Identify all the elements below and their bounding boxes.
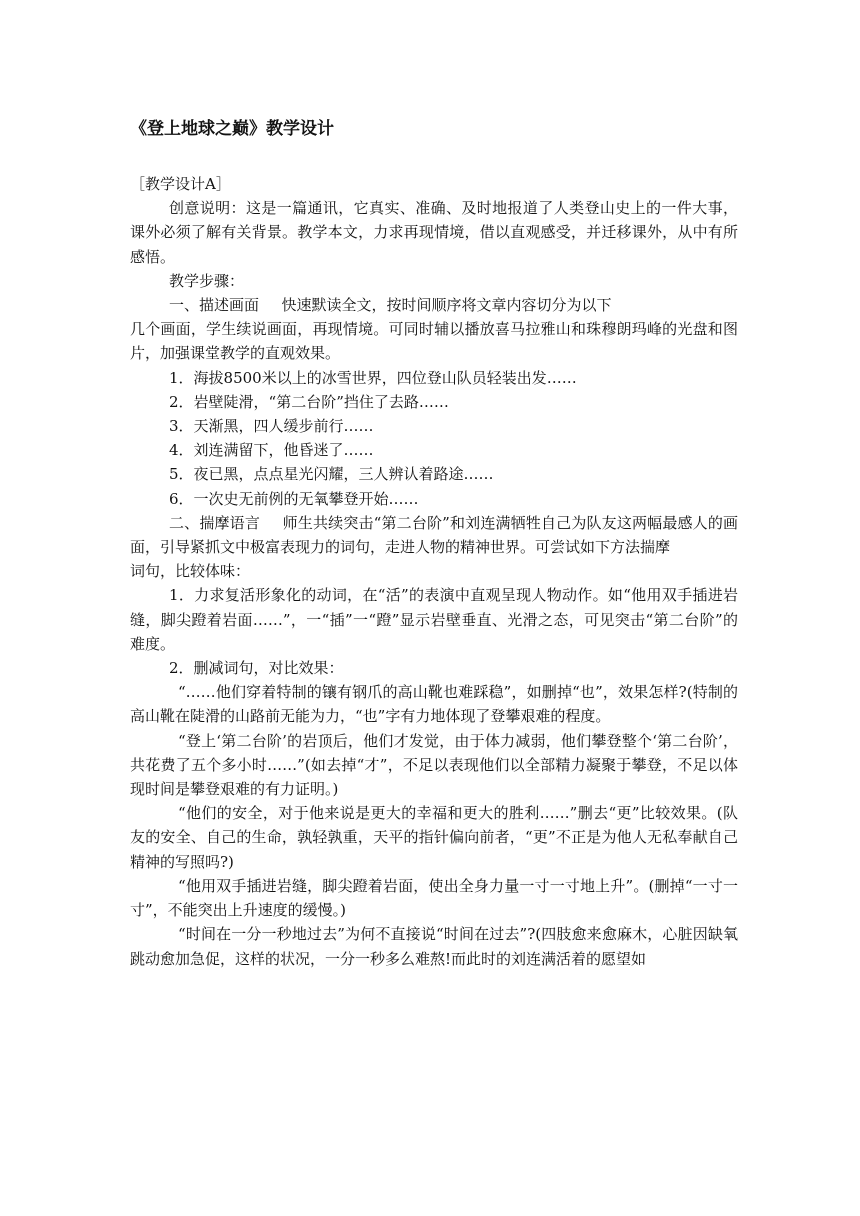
part1-heading: 一、描述画面 — [169, 296, 260, 315]
part2-text-a: 师生共续突击“第二台阶”和刘连满牺牲自己为队友这两幅最感人的画面，引导紧抓文中极富表现力的词句，走进人物的精神世界。可尝试如下方法揣摩 — [130, 513, 738, 557]
part1-item: 1．海拔8500米以上的冰雪世界，四位登山队员轻装出发…… — [169, 368, 577, 387]
document-body — [130, 172, 738, 971]
part1-text-b: 几个画面，学生续说画面，再现情境。可同时辅以播放喜马拉雅山和珠穆朗玛峰的光盘和图片，加强课堂教学的直观效果。 — [130, 320, 738, 363]
example-paragraph: “登上‘第二台阶’的岩顶后，他们才发觉，由于体力减弱，他们攀登整个‘第二台阶’，共花费了五个多小时……”(如去掉“才”，不足以表现他们以全部精力凝聚于攀登，不足以体现时间是攀登艰难的有力证明。) — [130, 731, 738, 799]
part2-intro — [130, 511, 738, 559]
example-paragraph: “他们的安全，对于他来说是更大的幸福和更大的胜利……”删去“更”比较效果。(队友的安全、自己的生命，孰轻孰重，天平的指针偏向前者，“更”不正是为他人无私奉献自己精神的写照吗?) — [130, 804, 738, 871]
part1-intro — [130, 293, 738, 317]
example-paragraph: “……他们穿着特制的镶有钢爪的高山靴也难踩稳”，如删掉“也”，效果怎样?(特制的高山靴在陡滑的山路前无能为力，“也”字有力地体现了登攀艰难的程度。 — [130, 683, 738, 726]
part1-text-a: 快速默读全文，按时间顺序将文章内容切分为以下 — [281, 296, 612, 315]
part1-item: 4．刘连满留下，他昏迷了…… — [169, 441, 374, 460]
method-1: 1．力求复活形象化的动词，在“活”的表演中直观呈现人物动作。如“他用双手插进岩缝，脚尖蹬着岩面……”，一“插”一“蹬”显示岩壁垂直、光滑之态，可见突击“第二台阶”的难度。 — [130, 586, 738, 653]
part1-item: 5．夜已黑，点点星光闪耀，三人辨认着路途…… — [169, 465, 494, 484]
part1-item: 6．一次史无前例的无氧攀登开始…… — [169, 489, 419, 508]
section-label: ［教学设计A］ — [130, 175, 231, 193]
part2-text-b: 词句，比较体味： — [130, 562, 251, 581]
steps-label: 教学步骤： — [169, 271, 245, 290]
part2-heading: 二、揣摩语言 — [169, 513, 260, 532]
intro-paragraph: 创意说明：这是一篇通讯，它真实、准确、及时地报道了人类登山史上的一件大事，课外必须了解有关背景。教学本文，力求再现情境，借以直观感受，并迁移课外，从中有所感悟。 — [130, 199, 738, 266]
method-2-label: 2．删减词句，对比效果： — [169, 659, 344, 678]
example-paragraph: “时间在一分一秒地过去”为何不直接说“时间在过去”?(四肢愈来愈麻木，心脏因缺氧跳动愈加急促，这样的状况，一分一秒多么难熬!而此时的刘连满活着的愿望如 — [130, 925, 738, 968]
document-title: 《登上地球之巅》教学设计 — [130, 119, 334, 139]
part1-item: 2．岩壁陡滑，“第二台阶”挡住了去路…… — [169, 392, 449, 411]
example-paragraph: “他用双手插进岩缝，脚尖蹬着岩面，使出全身力量一寸一寸地上升”。(删掉“一寸一寸”，不能突出上升速度的缓慢。) — [130, 876, 738, 920]
part1-item: 3．天渐黑，四人缓步前行…… — [169, 417, 374, 436]
